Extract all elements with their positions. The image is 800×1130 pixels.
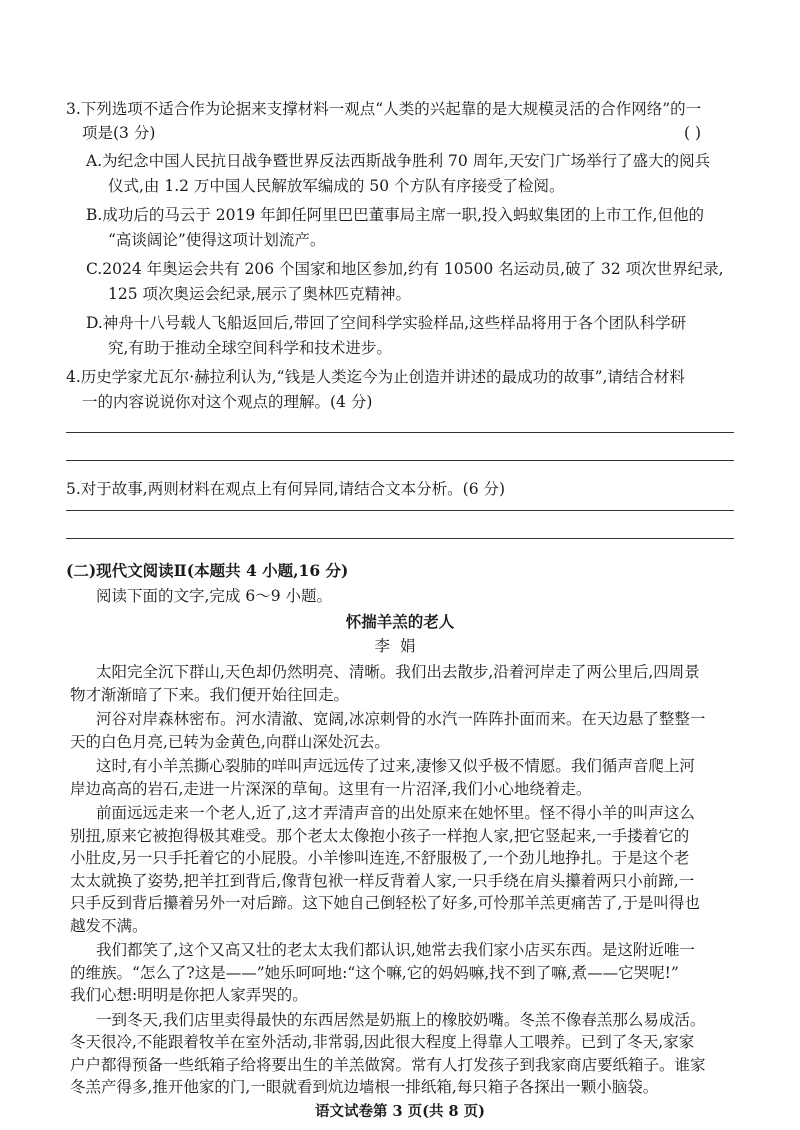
passage-line: 物才渐渐暗了下来。我们便开始往回走。 bbox=[70, 685, 350, 704]
section-instruction: 阅读下面的文字,完成 6～9 小题。 bbox=[96, 587, 333, 605]
option-a-line2: 仪式,由 1.2 万中国人民解放军编成的 50 个方队有序接受了检阅。 bbox=[108, 177, 565, 195]
passage-line: 小肚皮,另一只手托着它的小屁股。小羊惨叫连连,不舒服极了,一个劲儿地挣扎。于是这个老 bbox=[70, 849, 690, 867]
question-4-stem-line2: 一的内容说说你对这个观点的理解。(4 分) bbox=[82, 393, 373, 411]
passage-line: 冬天很冷,不能跟着牧羊在室外活动,非常弱,因此很大程度上得靠人工喂养。已到了冬天,家家 bbox=[70, 1033, 695, 1051]
passage-line: 一到冬天,我们店里卖得最快的东西居然是奶瓶上的橡胶奶嘴。冬羔不像春羔那么易成活。 bbox=[96, 1010, 706, 1029]
passage-line: 太太就换了姿势,把羊扛到背后,像背包袱一样反背着人家,一只手绕在肩头攥着两只小前蹄,一 bbox=[70, 871, 695, 890]
answer-bracket[interactable]: ( ) bbox=[684, 124, 702, 142]
passage-title: 怀揣羊羔的老人 bbox=[345, 612, 455, 631]
question-3-stem-line1: 3.下列选项不适合作为论据来支撑材料一观点“人类的兴起靠的是大规模灵活的合作网络”的一 bbox=[66, 100, 702, 118]
passage-line: 户户都得预备一些纸箱子给将要出生的羊羔做窝。常有人打发孩子到我家商店要纸箱子。谁家 bbox=[70, 1055, 706, 1074]
question-4-stem-line1: 4.历史学家尤瓦尔·赫拉利认为,“钱是人类迄今为止创造并讲述的最成功的故事”,请结合材料 bbox=[66, 368, 685, 386]
option-a-line1: A.为纪念中国人民抗日战争暨世界反法西斯战争胜利 70 周年,天安门广场举行了盛大的阅兵 bbox=[86, 152, 711, 170]
answer-line-q5-1[interactable] bbox=[66, 510, 734, 511]
option-d-line2: 究,有助于推动全球空间科学和技术进步。 bbox=[108, 339, 392, 357]
passage-line: 只手反到背后攥着另外一对后蹄。这下她自己倒轻松了好多,可怜那羊羔更痛苦了,于是叫得也 bbox=[70, 894, 700, 912]
option-b-line1: B.成功后的马云于 2019 年卸任阿里巴巴董事局主席一职,投入蚂蚁集团的上市工作,但他的 bbox=[86, 206, 704, 224]
passage-line: 太阳完全沉下群山,天色却仍然明亮、清晰。我们出去散步,沿着河岸走了两公里后,四周景 bbox=[96, 663, 700, 681]
passage-line: 前面远远走来一个老人,近了,这才弄清声音的出处原来在她怀里。怪不得小羊的叫声这么 bbox=[96, 804, 695, 822]
option-c-line2: 125 项次奥运会纪录,展示了奥林匹克精神。 bbox=[108, 285, 411, 303]
passage-author: 李娟 bbox=[374, 637, 426, 655]
question-5-stem: 5.对于故事,两则材料在观点上有何异同,请结合文本分析。(6 分) bbox=[66, 480, 506, 498]
passage-line: 天的白色月亮,已转为金黄色,向群山深处沉去。 bbox=[70, 732, 390, 751]
option-c-line1: C.2024 年奥运会共有 206 个国家和地区参加,约有 10500 名运动员,破了 32 项次世界纪录, bbox=[86, 260, 724, 278]
section-heading: (二)现代文阅读Ⅱ(本题共 4 小题,16 分) bbox=[66, 561, 349, 580]
passage-line: 冬羔产得多,推开他家的门,一眼就看到炕边墙根一排纸箱,每只箱子各探出一颗小脑袋。 bbox=[70, 1078, 659, 1096]
answer-line-q5-2[interactable] bbox=[66, 538, 734, 539]
answer-line-q4-2[interactable] bbox=[66, 460, 734, 461]
option-d-line1: D.神舟十八号载人飞船返回后,带回了空间科学实验样品,这些样品将用于各个团队科学研 bbox=[86, 314, 687, 332]
passage-line: 河谷对岸森林密布。河水清澈、宽阔,冰凉刺骨的水汽一阵阵扑面而来。在天边悬了整整一 bbox=[96, 710, 706, 728]
passage-line: 我们心想:明明是你把人家弄哭的。 bbox=[70, 986, 308, 1004]
passage-line: 岸边高高的岩石,走进一片深深的草甸。这里有一片沼泽,我们小心地绕着走。 bbox=[70, 779, 592, 798]
passage-line: 的维族。“怎么了?这是——”她乐呵呵地:“这个嘛,它的妈妈嘛,找不到了嘛,煮——它哭呢!” bbox=[70, 963, 679, 982]
passage-line: 我们都笑了,这个又高又壮的老太太我们都认识,她常去我们家小店买东西。是这附近唯一 bbox=[96, 941, 695, 959]
page-footer: 语文试卷第 3 页(共 8 页) bbox=[314, 1103, 486, 1120]
option-b-line2: “高谈阔论”使得这项计划流产。 bbox=[108, 231, 326, 249]
answer-line-q4-1[interactable] bbox=[66, 432, 734, 433]
question-3-stem-line2: 项是(3 分) bbox=[82, 124, 156, 142]
passage-line: 别扭,原来它被抱得极其难受。那个老太太像抱小孩子一样抱人家,把它竖起来,一手搂着它的 bbox=[70, 826, 690, 845]
passage-line: 这时,有小羊羔撕心裂肺的咩叫声远远传了过来,凄惨又似乎极不情愿。我们循声音爬上河 bbox=[96, 757, 695, 775]
passage-line: 越发不满。 bbox=[70, 916, 148, 935]
